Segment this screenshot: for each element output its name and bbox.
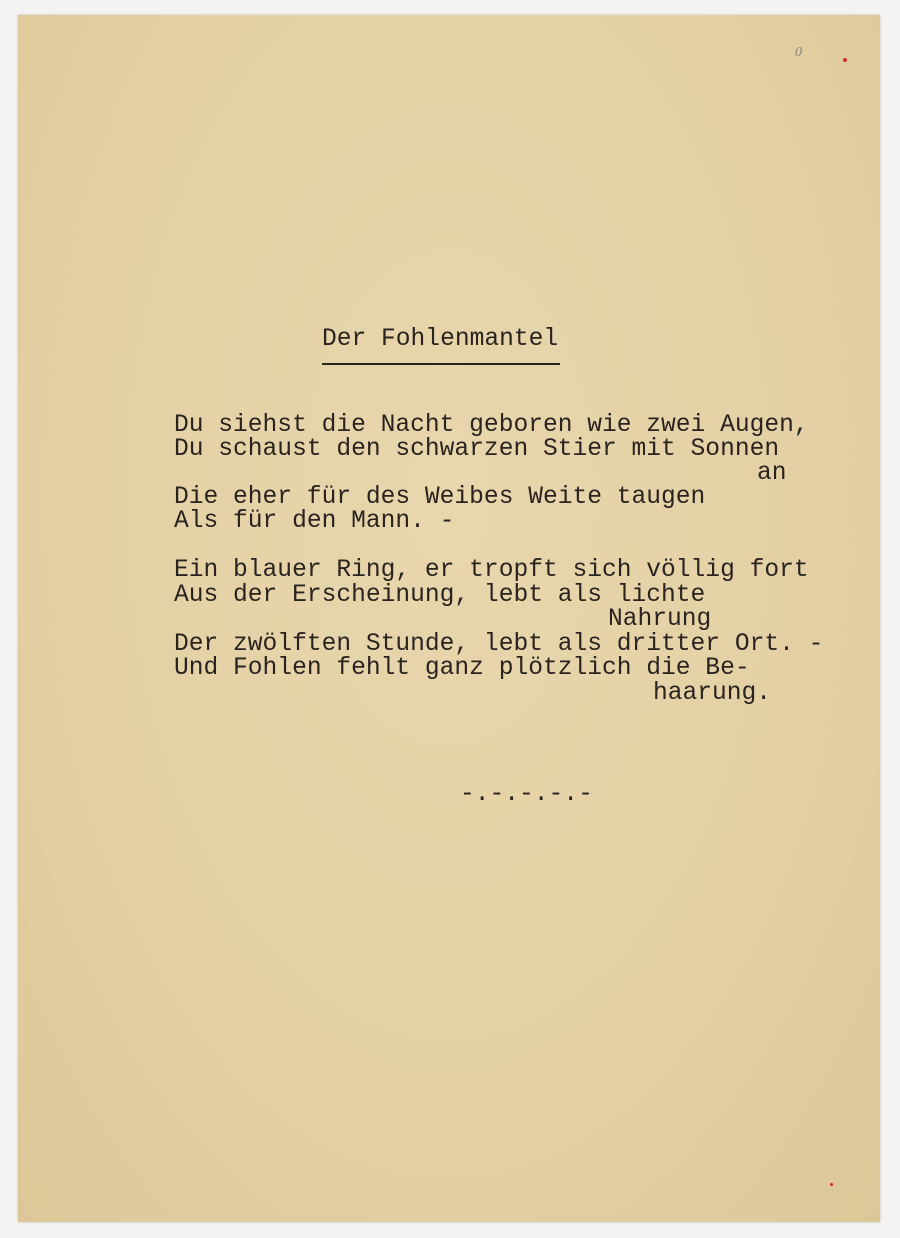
poem-line: Nahrung (608, 606, 712, 633)
paper-sheet (18, 15, 880, 1222)
red-mark (843, 58, 847, 62)
ending-ornament: -.-.-.-.- (460, 781, 593, 808)
poem-line: haarung. (653, 680, 772, 707)
poem-line: Als für den Mann. - (174, 508, 455, 535)
poem-line: Ein blauer Ring, er tropft sich völlig fort (174, 557, 809, 584)
poem-line: Du siehst die Nacht geboren wie zwei Augen, (174, 412, 809, 439)
poem-line: Die eher für des Weibes Weite taugen (174, 484, 706, 511)
title-underline (322, 363, 560, 365)
poem-title: Der Fohlenmantel (322, 326, 559, 353)
poem-line: Aus der Erscheinung, lebt als lichte (174, 582, 706, 609)
poem-line: Und Fohlen fehlt ganz plötzlich die Be- (174, 655, 750, 682)
red-mark (830, 1183, 833, 1186)
poem-line: an (757, 460, 787, 487)
pencil-mark: 0 (795, 45, 802, 60)
poem-line: Du schaust den schwarzen Stier mit Sonnen (174, 436, 780, 463)
poem-line: Der zwölften Stunde, lebt als dritter Ort. - (174, 631, 824, 658)
